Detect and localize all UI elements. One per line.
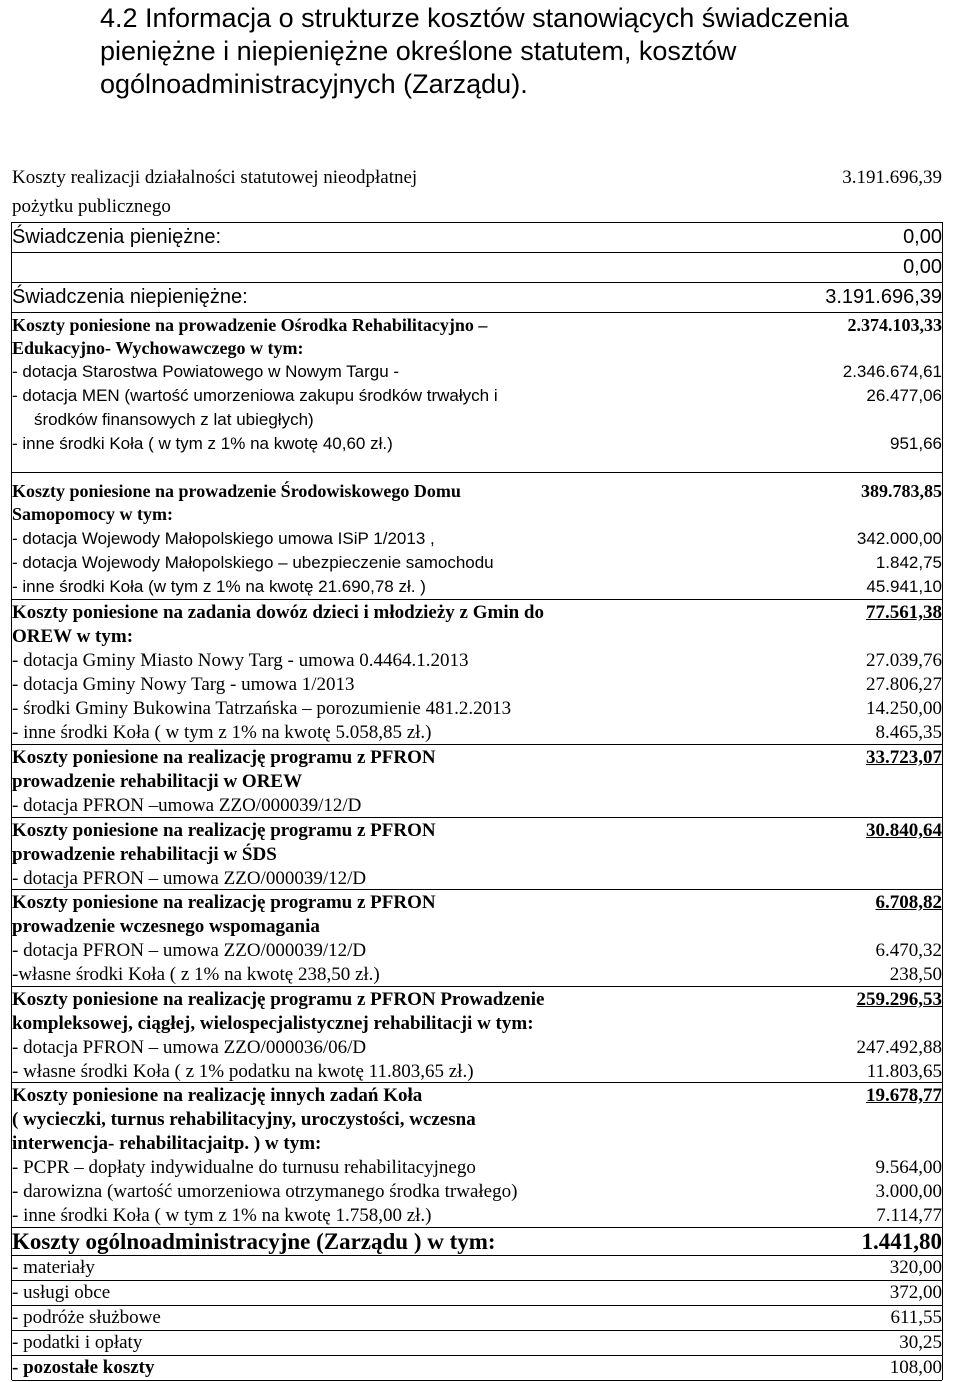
item-label: - dotacja PFRON –umowa ZZO/000039/12/D: [12, 795, 362, 816]
pfron1-title: Koszty poniesione na realizację programu z PFRON: [12, 747, 436, 768]
osrodek-total: 2.374.103,33: [847, 315, 942, 335]
item-label: - inne środki Koła (w tym z 1% na kwotę 21.690,78 zł. ): [12, 577, 426, 596]
pfron1-title-cont: prowadzenie rehabilitacji w OREW: [12, 771, 303, 792]
item-value: 27.039,76: [866, 650, 942, 671]
statutory-value: 3.191.696,39: [842, 167, 942, 188]
cash-value: 0,00: [903, 226, 942, 248]
item-label: - środki Gminy Bukowina Tatrzańska – porozumienie 481.2.2013: [12, 698, 512, 719]
item-value: 951,66: [890, 434, 942, 453]
pfron1-total: 33.723,07: [866, 747, 942, 768]
noncash-value: 3.191.696,39: [825, 286, 942, 308]
item-value: 9.564,00: [875, 1157, 942, 1178]
heading-line: pieniężne i niepieniężne określone statutem, kosztów: [100, 36, 737, 66]
heading-line: 4.2 Informacja o strukturze kosztów stanowiących świadczenia: [100, 3, 849, 33]
item-value: 372,00: [889, 1282, 942, 1303]
table-border-right: [942, 222, 943, 1380]
grid-line: [12, 889, 942, 890]
noncash-label: Świadczenia niepieniężne:: [12, 286, 248, 308]
inne-title: Koszty poniesione na realizację innych zadań Koła: [12, 1085, 423, 1106]
item-value: 26.477,06: [866, 386, 942, 405]
item-label: - dotacja PFRON – umowa ZZO/000039/12/D: [12, 940, 367, 961]
item-value: 108,00: [889, 1357, 942, 1378]
item-value: 11.803,65: [866, 1061, 942, 1082]
item-label: - dotacja Wojewody Małopolskiego umowa ISiP 1/2013 ,: [12, 529, 435, 548]
sds-title-cont: Samopomocy w tym:: [12, 504, 173, 524]
inne-title-cont: ( wycieczki, turnus rehabilitacyjny, uroczystości, wczesna: [12, 1109, 476, 1130]
item-value: 27.806,27: [866, 674, 942, 695]
statutory-label-cont: pożytku publicznego: [12, 196, 171, 217]
admin-title: Koszty ogólnoadministracyjne (Zarządu ) w tym:: [12, 1229, 496, 1254]
item-label: - materiały: [12, 1257, 95, 1278]
grid-line: [12, 599, 942, 600]
item-value: 238,50: [889, 964, 942, 985]
pfron2-title: Koszty poniesione na realizację programu z PFRON: [12, 820, 436, 841]
grid-line: [12, 472, 942, 473]
item-value: 30,25: [899, 1332, 942, 1353]
item-label: - dotacja Wojewody Małopolskiego – ubezpieczenie samochodu: [12, 553, 494, 572]
item-value: 320,00: [889, 1257, 942, 1278]
item-label: - dotacja PFRON – umowa ZZO/000036/06/D: [12, 1037, 367, 1058]
item-label: - PCPR – dopłaty indywidualne do turnusu rehabilitacyjnego: [12, 1157, 476, 1178]
osrodek-title: Koszty poniesione na prowadzenie Ośrodka Rehabilitacyjno –: [12, 315, 488, 335]
item-value: 8.465,35: [875, 722, 942, 743]
item-label: - dotacja Gminy Nowy Targ - umowa 1/2013: [12, 674, 355, 695]
section-heading: [100, 2, 940, 101]
grid-line: [12, 1227, 942, 1228]
item-value: 45.941,10: [866, 577, 942, 596]
grid-line: [12, 1380, 942, 1381]
item-value: 247.492,88: [856, 1037, 942, 1058]
item-value: 6.470,32: [875, 940, 942, 961]
osrodek-title-cont: Edukacyjno- Wychowawczego w tym:: [12, 338, 304, 358]
pfron3-title: Koszty poniesione na realizację programu z PFRON: [12, 892, 436, 913]
grid-line: [12, 282, 942, 283]
item-label: - dotacja PFRON – umowa ZZO/000039/12/D: [12, 868, 367, 889]
pfron2-title-cont: prowadzenie rehabilitacji w ŚDS: [12, 844, 277, 865]
pfron2-total: 30.840,64: [866, 820, 942, 841]
item-value: 2.346.674,61: [842, 362, 942, 381]
item-label: -własne środki Koła ( z 1% na kwotę 238,50 zł.): [12, 964, 380, 985]
pfron4-title-cont: kompleksowej, ciągłej, wielospecjalistycznej rehabilitacji w tym:: [12, 1013, 534, 1034]
admin-total: 1.441,80: [861, 1229, 942, 1254]
grid-line: [12, 252, 942, 253]
cash-label: Świadczenia pieniężne:: [12, 226, 222, 248]
sds-title: Koszty poniesione na prowadzenie Środowiskowego Domu: [12, 481, 461, 501]
item-label: - dotacja Gminy Miasto Nowy Targ - umowa 0.4464.1.2013: [12, 650, 469, 671]
grid-line: [12, 312, 942, 313]
grid-line: [12, 1330, 942, 1331]
item-label: - darowizna (wartość umorzeniowa otrzymanego środka trwałego): [12, 1181, 518, 1202]
item-value: 342.000,00: [856, 529, 942, 548]
item-value: 1.842,75: [875, 553, 942, 572]
item-value: 7.114,77: [876, 1205, 942, 1226]
item-value: 3.000,00: [875, 1181, 942, 1202]
dowoz-title-cont: OREW w tym:: [12, 626, 134, 647]
pfron4-total: 259.296,53: [856, 989, 942, 1010]
grid-line: [12, 744, 942, 745]
item-label: - inne środki Koła ( w tym z 1% na kwotę 40,60 zł.): [12, 434, 393, 453]
pfron3-title-cont: prowadzenie wczesnego wspomagania: [12, 916, 320, 937]
pfron3-total: 6.708,82: [875, 892, 942, 913]
item-label: - dotacja MEN (wartość umorzeniowa zakupu środków trwałych i: [12, 386, 498, 405]
item-label: - usługi obce: [12, 1282, 111, 1303]
inne-title-cont: interwencja- rehabilitacjaitp. ) w tym:: [12, 1133, 322, 1154]
grid-line: [12, 1355, 942, 1356]
item-label: - własne środki Koła ( z 1% podatku na kwotę 11.803,65 zł.): [12, 1061, 474, 1082]
statutory-label: Koszty realizacji działalności statutowej nieodpłatnej: [12, 167, 418, 188]
item-label: środków finansowych z lat ubiegłych): [34, 410, 314, 429]
dowoz-title: Koszty poniesione na zadania dowóz dzieci i młodzieży z Gmin do: [12, 602, 544, 623]
item-value: 14.250,00: [866, 698, 942, 719]
item-label: - dotacja Starostwa Powiatowego w Nowym Targu -: [12, 362, 400, 381]
heading-line: ogólnoadministracyjnych (Zarządu).: [100, 69, 528, 99]
grid-line: [12, 1255, 942, 1256]
item-value: 611,55: [890, 1307, 942, 1328]
dowoz-total: 77.561,38: [866, 602, 942, 623]
grid-line: [12, 986, 942, 987]
grid-line: [12, 222, 942, 223]
item-label: - inne środki Koła ( w tym z 1% na kwotę 1.758,00 zł.): [12, 1205, 432, 1226]
item-label: - podróże służbowe: [12, 1307, 161, 1328]
item-label: - inne środki Koła ( w tym z 1% na kwotę 5.058,85 zł.): [12, 722, 432, 743]
grid-line: [12, 1082, 942, 1083]
sds-total: 389.783,85: [861, 481, 942, 501]
pfron4-title: Koszty poniesione na realizację programu z PFRON Prowadzenie: [12, 989, 545, 1010]
extra-value: 0,00: [903, 256, 942, 278]
inne-total: 19.678,77: [866, 1085, 942, 1106]
table-border-left: [11, 222, 12, 1380]
grid-line: [12, 817, 942, 818]
item-label: - podatki i opłaty: [12, 1332, 143, 1353]
item-label: - pozostałe koszty: [12, 1357, 155, 1378]
grid-line: [12, 1280, 942, 1281]
grid-line: [12, 1305, 942, 1306]
